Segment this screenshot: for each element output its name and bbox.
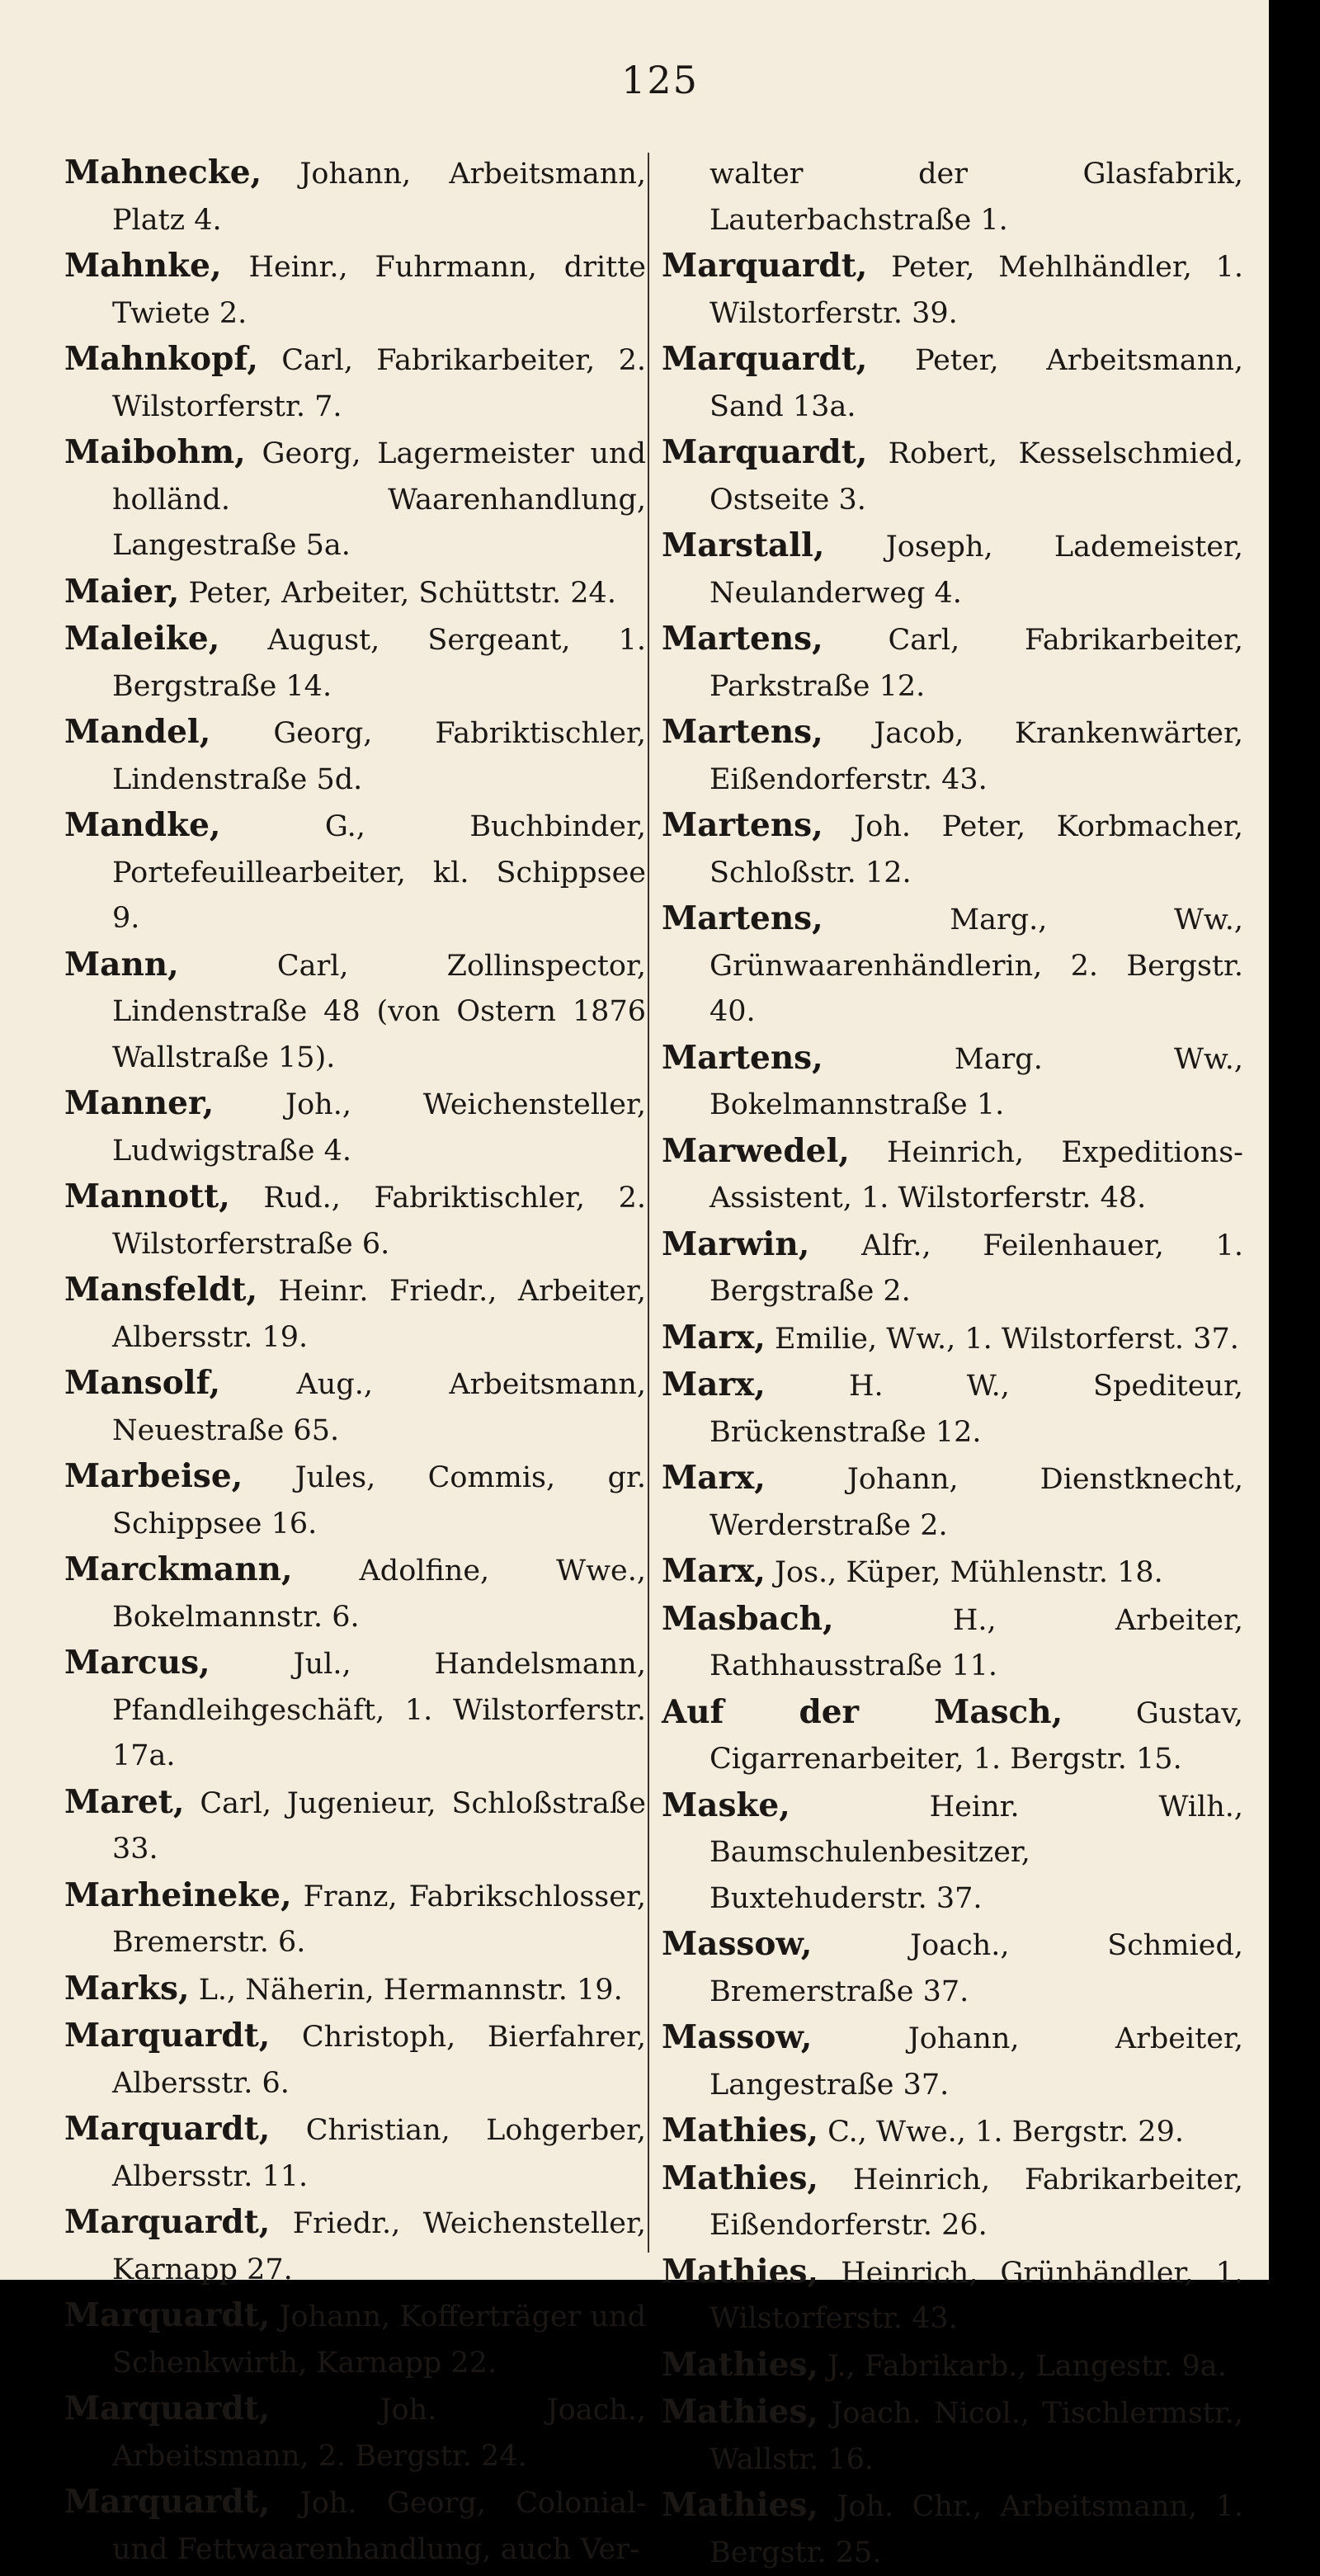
directory-entry (64, 2107, 646, 2200)
entry-name: Marwedel, (662, 1131, 850, 1170)
directory-entry (662, 710, 1243, 803)
entry-name: Mathies, (662, 2158, 818, 2197)
entry-name: Massow, (662, 1925, 813, 1963)
entry-details: Johann, Arbeiter, Langestraße 37. (710, 2022, 1243, 2102)
entry-details: H., Arbeiter, Rathhausstraße 11. (710, 1603, 1243, 1682)
entry-details: G., Buchbinder, Portefeuillearbeiter, kl. Schippsee 9. (112, 810, 646, 935)
entry-details: Jul., Handelsmann, Pfandleihgeschäft, 1. Wilstorferstr. 17a. (112, 1648, 646, 1772)
entry-details: Heinrich, Expeditions-Assistent, 1. Wilstorferstr. 48. (710, 1135, 1243, 1215)
entry-name: Marquardt, (64, 2483, 271, 2521)
entry-details: Georg, Fabriktischler, Lindenstraße 5d. (112, 717, 646, 796)
entry-details: Joh. Peter, Korbmacher, Schloßstr. 12. (710, 810, 1243, 889)
entry-details: Alfr., Feilenhauer, 1. Bergstraße 2. (710, 1229, 1243, 1308)
entry-name: Massow, (662, 2018, 813, 2056)
entry-details: Adolfine, Wwe., Bokelmannstr. 6. (112, 1555, 646, 1634)
entry-details: Joseph, Lademeister, Neulanderweg 4. (710, 531, 1243, 610)
directory-entry (64, 1640, 646, 1780)
entry-name: Marx, (662, 1318, 766, 1356)
entry-details: Aug., Arbeitsmann, Neuestraße 65. (112, 1368, 646, 1447)
entry-name: Marstall, (662, 526, 825, 564)
entry-details: Peter, Arbeiter, Schüttstr. 24. (188, 576, 616, 610)
entry-name: Mann, (64, 945, 179, 984)
entry-name: Mandel, (64, 713, 211, 751)
directory-entry (662, 1222, 1243, 1315)
entry-details: Franz, Fabrikschlosser, Bremerstr. 6. (112, 1880, 646, 1959)
entry-details: Heinrich, Grünhändler, 1. Wilstorferstr. 43. (710, 2256, 1243, 2335)
entry-name: Marx, (662, 1552, 766, 1590)
entry-name: Maske, (662, 1786, 790, 1824)
entry-name: Marcus, (64, 1644, 210, 1682)
directory-entry (662, 1455, 1243, 1549)
directory-entry (64, 2386, 646, 2479)
directory-entry (662, 1783, 1243, 1923)
entry-name: Marks, (64, 1969, 190, 2007)
directory-entry (662, 2015, 1243, 2108)
entry-details: Carl, Fabrikarbeiter, 2. Wilstorferstr. 7. (112, 344, 646, 423)
directory-entry (64, 616, 646, 710)
entry-name: Marquardt, (662, 340, 868, 378)
entry-name: Mathies, (662, 2345, 818, 2384)
directory-entry (64, 2293, 646, 2386)
entry-details: Heinr., Fuhrmann, dritte Twiete 2. (112, 251, 646, 330)
entry-details: Jules, Commis, gr. Schippsee 16. (112, 1461, 646, 1540)
directory-entry (662, 896, 1243, 1036)
directory-entry (64, 2479, 646, 2573)
entry-name: Mathies, (662, 2486, 818, 2524)
directory-entry (662, 243, 1243, 337)
entry-details: Peter, Arbeitsmann, Sand 13a. (710, 344, 1243, 423)
entry-name: Marquardt, (64, 2017, 271, 2055)
directory-entry (64, 1361, 646, 1454)
entry-name: Mahnkopf, (64, 340, 258, 378)
entry-details: Joach. Nicol., Tischlermstr., Wallstr. 16. (710, 2397, 1243, 2476)
entry-details: Joh. Joach., Arbeitsmann, 2. Bergstr. 24. (112, 2394, 646, 2473)
entry-name: Mathies, (662, 2393, 818, 2431)
entry-name: Mathies, (662, 2252, 818, 2291)
entry-details: Friedr., Weichensteller, Karnapp 27. (112, 2207, 646, 2286)
directory-entry (64, 150, 646, 243)
entry-details: walter der Glasfabrik, Lauterbachstraße 1. (710, 158, 1243, 237)
entry-name: Marx, (662, 1459, 766, 1497)
entry-details: Christoph, Bierfahrer, Albersstr. 6. (112, 2021, 646, 2100)
right-column (662, 150, 1243, 2576)
entry-details: Johann, Dienstknecht, Werderstraße 2. (710, 1463, 1243, 1542)
directory-entry (64, 243, 646, 337)
directory-entry (662, 150, 1243, 243)
column-divider (648, 153, 649, 2253)
left-column (64, 150, 646, 2573)
entry-details: H. W., Spediteur, Brückenstraße 12. (710, 1370, 1243, 1449)
entry-details: C., Wwe., 1. Bergstr. 29. (827, 2116, 1184, 2149)
entry-name: Marquardt, (662, 247, 868, 285)
directory-entry (662, 430, 1243, 523)
entry-details: Joh., Weichensteller, Ludwigstraße 4. (112, 1088, 646, 1168)
directory-entry (662, 1597, 1243, 1690)
entry-name: Mahnecke, (64, 153, 262, 191)
entry-name: Maleike, (64, 620, 220, 658)
directory-entry (662, 337, 1243, 430)
directory-entry (662, 2249, 1243, 2342)
directory-entry (662, 2483, 1243, 2576)
entry-details: Emilie, Ww., 1. Wilstorferst. 37. (774, 1322, 1239, 1356)
directory-entry (662, 1549, 1243, 1597)
entry-details: Carl, Jugenieur, Schloßstraße 33. (112, 1786, 646, 1866)
directory-entry (64, 1966, 646, 2014)
entry-details: Joh. Georg, Colonial- und Fettwaarenhandlung, auch Ver- (112, 2487, 646, 2566)
entry-details: Johann, Kofferträger und Schenkwirth, Karnapp 22. (112, 2300, 646, 2380)
entry-name: Martens, (662, 1038, 823, 1077)
entry-details: Jacob, Krankenwärter, Eißendorferstr. 43. (710, 717, 1243, 796)
entry-name: Mannott, (64, 1177, 230, 1215)
entry-details: Christian, Lohgerber, Albersstr. 11. (112, 2114, 646, 2193)
entry-details: Robert, Kesselschmied, Ostseite 3. (710, 437, 1243, 517)
entry-name: Martens, (662, 806, 823, 844)
entry-name: Marbeise, (64, 1457, 243, 1495)
directory-entry (662, 1690, 1243, 1783)
entry-details: Carl, Fabrikarbeiter, Parkstraße 12. (710, 624, 1243, 703)
directory-entry (662, 1362, 1243, 1455)
entry-details: August, Sergeant, 1. Bergstraße 14. (112, 624, 646, 703)
entry-details: J., Fabrikarb., Langestr. 9a. (827, 2349, 1227, 2383)
directory-entry (64, 337, 646, 430)
entry-name: Mansolf, (64, 1364, 221, 1402)
directory-entry (662, 2156, 1243, 2249)
directory-entry (64, 430, 646, 569)
entry-name: Marquardt, (64, 2390, 271, 2427)
entry-name: Maier, (64, 572, 180, 611)
directory-entry (64, 942, 646, 1082)
directory-entry (64, 1267, 646, 1361)
directory-entry (64, 1174, 646, 1267)
directory-entry (662, 616, 1243, 710)
directory-entry (64, 2200, 646, 2293)
directory-entry (64, 1081, 646, 1174)
directory-entry (64, 1547, 646, 1640)
entry-details: Gustav, Cigarrenarbeiter, 1. Bergstr. 15. (710, 1696, 1243, 1776)
directory-entry (64, 1873, 646, 1966)
directory-entry (64, 803, 646, 942)
directory-entry (662, 1129, 1243, 1222)
directory-entry (64, 2013, 646, 2107)
directory-entry (662, 1922, 1243, 2015)
entry-name: Marquardt, (64, 2110, 271, 2148)
entry-details: Jos., Küper, Mühlenstr. 18. (774, 1556, 1163, 1589)
entry-details: Heinr. Wilh., Baumschulenbesitzer, Buxtehuderstr. 37. (710, 1790, 1243, 1915)
directory-entry (662, 1315, 1243, 1363)
directory-entry (662, 2390, 1243, 2483)
entry-name: Marheineke, (64, 1875, 292, 1914)
entry-name: Mandke, (64, 806, 221, 844)
entry-details: Georg, Lagermeister und holländ. Waarenhandlung, Langestraße 5a. (112, 437, 646, 562)
entry-details: Marg., Ww., Grünwaarenhändlerin, 2. Bergstr. 40. (710, 903, 1243, 1028)
entry-name: Marquardt, (64, 2296, 271, 2334)
entry-details: Carl, Zollinspector, Lindenstraße 48 (von Ostern 1876 Wallstraße 15). (112, 949, 646, 1074)
entry-details: Marg. Ww., Bokelmannstraße 1. (710, 1042, 1243, 1121)
entry-details: Joh. Chr., Arbeitsmann, 1. Bergstr. 25. (710, 2490, 1243, 2569)
entry-name: Marx, (662, 1366, 766, 1404)
entry-name: Martens, (662, 713, 823, 751)
entry-details: Heinrich, Fabrikarbeiter, Eißendorferstr. 26. (710, 2163, 1243, 2242)
entry-details: L., Näherin, Hermannstr. 19. (198, 1973, 623, 2007)
entry-name: Masbach, (662, 1599, 834, 1638)
entry-name: Marwin, (662, 1224, 810, 1263)
entry-name: Martens, (662, 620, 823, 658)
entry-details: Joach., Schmied, Bremerstraße 37. (710, 1929, 1243, 2008)
directory-entry (662, 523, 1243, 616)
directory-entry (64, 710, 646, 803)
entry-name: Maret, (64, 1782, 185, 1821)
entry-details: Rud., Fabriktischler, 2. Wilstorferstraße 6. (112, 1182, 646, 1261)
directory-entry (64, 1454, 646, 1547)
entry-details: Johann, Arbeitsmann, Platz 4. (112, 158, 646, 237)
directory-entry (64, 569, 646, 617)
entry-name: Martens, (662, 899, 823, 937)
entry-name: Marquardt, (662, 433, 868, 471)
entry-details: Peter, Mehlhändler, 1. Wilstorferstr. 39. (710, 251, 1243, 330)
entry-name: Mansfeldt, (64, 1271, 258, 1309)
directory-entry (662, 2108, 1243, 2156)
directory-entry (662, 2342, 1243, 2390)
directory-entry (64, 1780, 646, 1873)
entry-name: Manner, (64, 1084, 214, 1122)
entry-name: Mathies, (662, 2111, 818, 2149)
entry-name: Marckmann, (64, 1550, 293, 1588)
entry-name: Auf der Masch, (662, 1692, 1063, 1731)
page-number: 125 (621, 58, 699, 102)
entry-name: Marquardt, (64, 2203, 271, 2241)
entry-details: Heinr. Friedr., Arbeiter, Albersstr. 19. (112, 1275, 646, 1354)
directory-entry (662, 1036, 1243, 1129)
entry-name: Maibohm, (64, 433, 246, 471)
directory-entry (662, 803, 1243, 896)
entry-name: Mahnke, (64, 247, 222, 285)
